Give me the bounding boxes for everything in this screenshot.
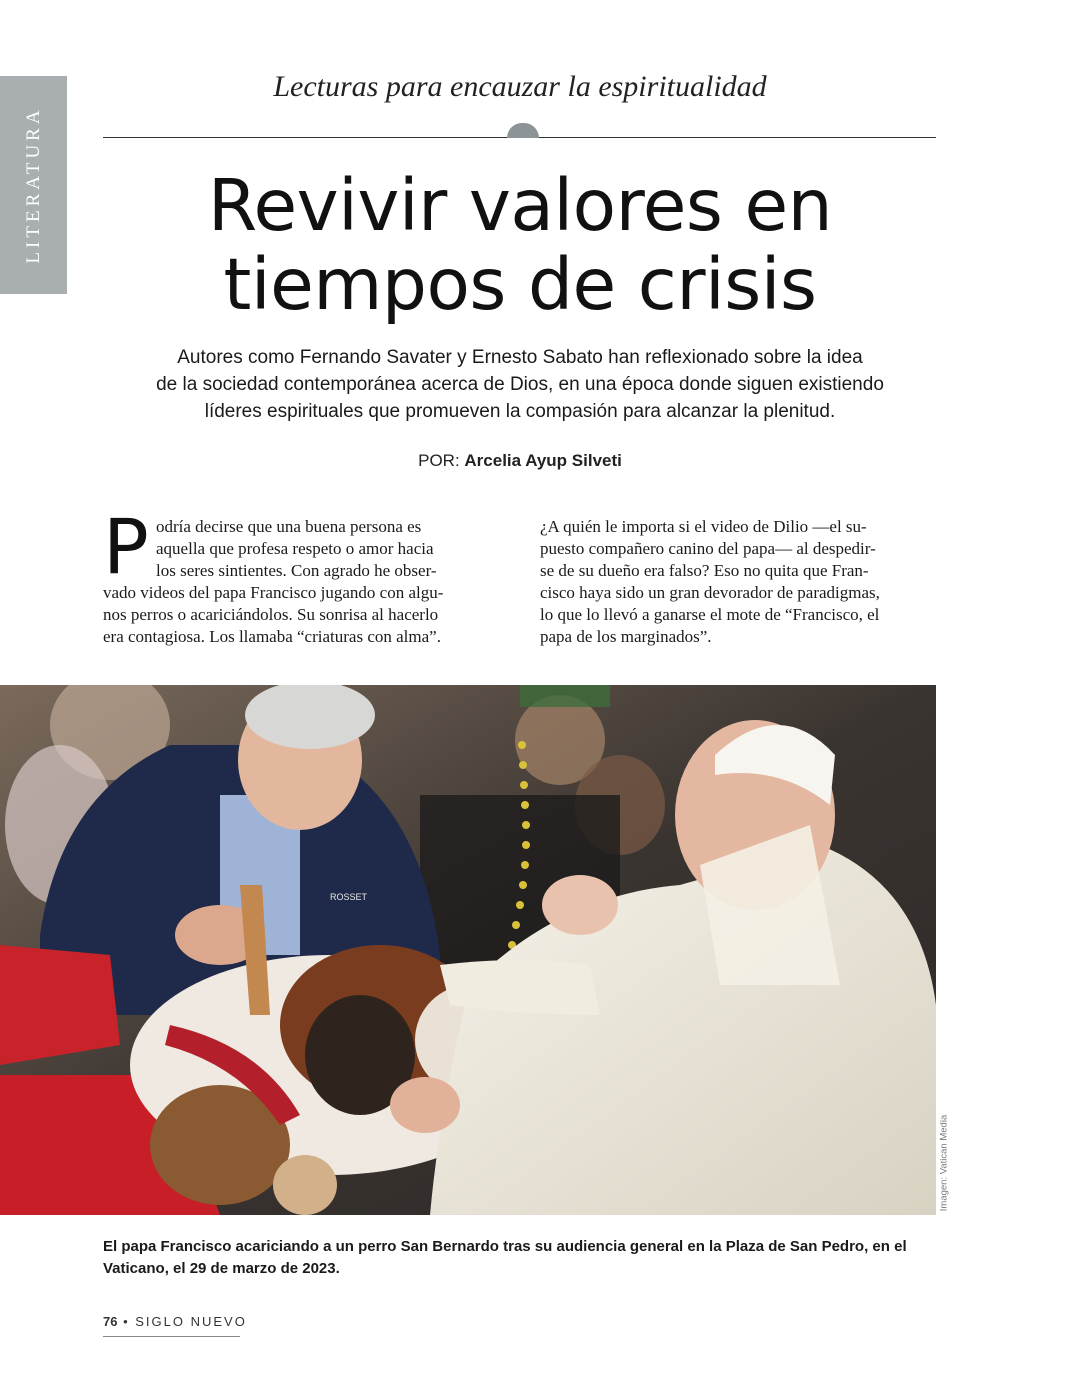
photo-credit (936, 1110, 952, 1215)
caption-line-2: Vaticano, el 29 de marzo de 2023. (103, 1260, 340, 1277)
body-line: ¿A quién le importa si el video de Dilio —el su- (540, 517, 867, 536)
kicker: Lecturas para encauzar la espiritualidad (273, 70, 767, 103)
headline-line-1: Revivir valores en (207, 164, 833, 247)
header-rule-ornament (507, 123, 539, 138)
dek (100, 344, 940, 425)
page-number: 76 (103, 1314, 118, 1329)
body-line: odría decirse que una buena persona es (156, 517, 422, 536)
headline-line-2: tiempos de crisis (223, 243, 817, 326)
photo-caption (103, 1236, 933, 1280)
caption-line-1: El papa Francisco acariciando a un perro San Bernardo tras su audiencia general en la Plaza de San Pedro, en el (103, 1238, 907, 1255)
body-line: los seres sintientes. Con agrado he obser- (156, 561, 437, 580)
section-tab-label: LITERATURA (22, 106, 44, 264)
body-line: vado videos del papa Francisco jugando con algu- (103, 583, 444, 602)
dek-line-1: Autores como Fernando Savater y Ernesto Sabato han reflexionado sobre la idea (177, 347, 863, 368)
byline-author: Arcelia Ayup Silveti (464, 451, 622, 470)
body-line: puesto compañero canino del papa— al despedir- (540, 539, 876, 558)
folio-separator: • (117, 1314, 136, 1329)
photo-credit-text: Imagen: Vatican Media (938, 1114, 950, 1211)
byline-prefix: POR: (418, 451, 465, 470)
body-line: se de su dueño era falso? Eso no quita que Fran- (540, 561, 869, 580)
body-line: cisco haya sido un gran devorador de paradigmas, (540, 583, 880, 602)
body-line: lo que lo llevó a ganarse el mote de “Francisco, el (540, 605, 880, 624)
section-tab (0, 76, 67, 294)
dek-line-2: de la sociedad contemporánea acerca de Dios, en una época donde siguen existiendo (156, 374, 884, 395)
magazine-name: SIGLO NUEVO (135, 1314, 247, 1329)
byline (100, 451, 940, 471)
drop-cap: P (103, 502, 149, 591)
folio-rule (103, 1336, 240, 1337)
body-column-right (540, 516, 935, 648)
body-line: era contagiosa. Los llamaba “criaturas con alma”. (103, 627, 441, 646)
dek-line-3: líderes espirituales que promueven la compasión para alcanzar la plenitud. (204, 401, 836, 422)
headline (100, 166, 940, 324)
photo-illustration (0, 685, 936, 1215)
jacket-label: ROSSET (330, 892, 368, 902)
body-line: nos perros o acariciándolos. Su sonrisa al hacerlo (103, 605, 439, 624)
article-photo (0, 685, 936, 1215)
body-line: aquella que profesa respeto o amor hacia (156, 539, 434, 558)
folio (103, 1314, 247, 1329)
body-line: papa de los marginados”. (540, 627, 712, 646)
body-column-left (103, 516, 498, 648)
